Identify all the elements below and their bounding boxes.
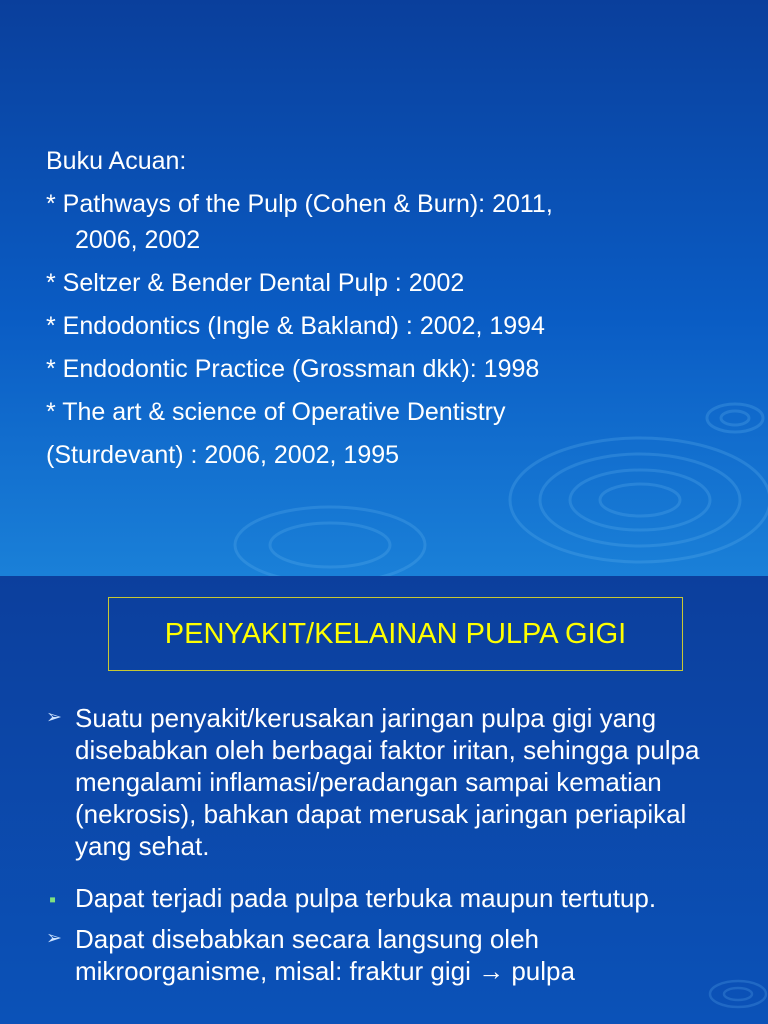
arrow-bullet-icon: ➢: [46, 707, 62, 728]
reference-item: * Endodontics (Ingle & Bakland) : 2002, 1994: [46, 312, 545, 340]
reference-item-continuation: (Sturdevant) : 2006, 2002, 1995: [46, 441, 400, 469]
arrow-bullet-icon: ➢: [46, 928, 62, 949]
reference-item: * Seltzer & Bender Dental Pulp : 2002: [46, 269, 465, 297]
bullet-text: Dapat disebabkan secara langsung oleh mikroorganisme, misal: fraktur gigi → pulpa: [75, 924, 575, 986]
reference-item: * Pathways of the Pulp (Cohen & Burn): 2011,: [46, 190, 553, 218]
reference-list: [46, 140, 746, 477]
square-bullet-icon: ▪: [49, 889, 57, 911]
reference-item-continuation: 2006, 2002: [75, 226, 201, 254]
references-heading: Buku Acuan:: [46, 147, 187, 175]
reference-item: * The art & science of Operative Dentistry: [46, 398, 506, 426]
slide-title: PENYAKIT/KELAINAN PULPA GIGI: [164, 617, 627, 650]
bullet-item: [46, 702, 722, 862]
bullet-text: Suatu penyakit/kerusakan jaringan pulpa gigi yang disebabkan oleh berbagai faktor iritan, sehingga pulpa mengalami inflamasi/peradangan sampai kematian (nekrosis), bahkan dapat merusak jaringan periapikal yang sehat.: [75, 703, 700, 861]
slide-title-box: [108, 597, 683, 671]
bullet-item: [46, 882, 722, 914]
reference-item: * Endodontic Practice (Grossman dkk): 1998: [46, 355, 540, 383]
bullet-text: Dapat terjadi pada pulpa terbuka maupun tertutup.: [75, 883, 657, 913]
bullet-item: [46, 923, 722, 987]
slide-pulp-disease: [0, 576, 768, 1024]
bullet-list: [46, 702, 722, 987]
